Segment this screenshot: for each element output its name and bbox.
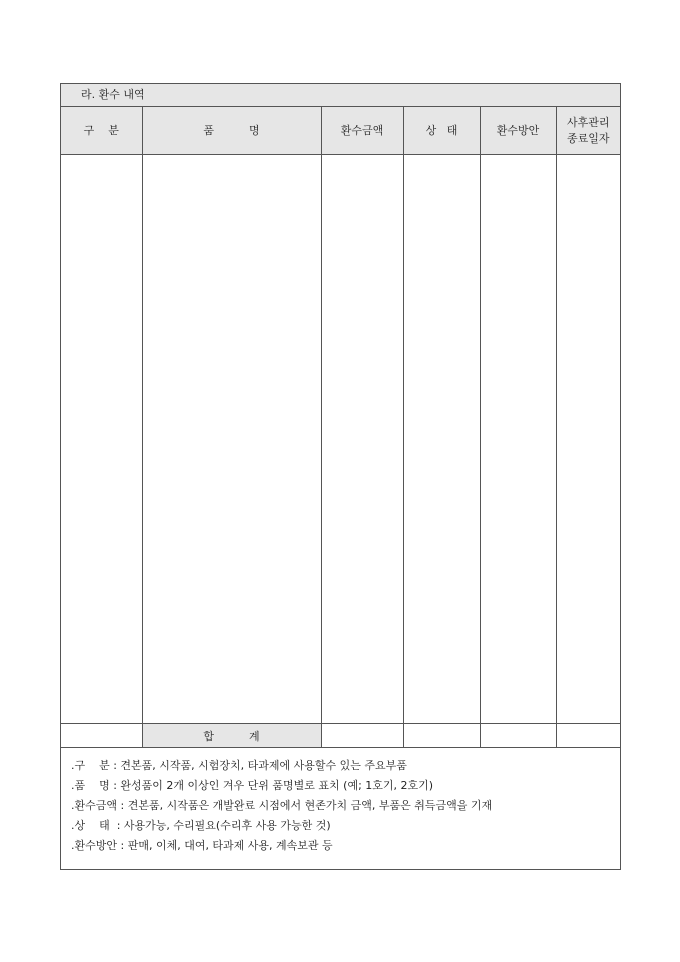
header-end-date-line2: 종료일자 xyxy=(566,131,610,145)
header-item: 품 명 xyxy=(142,107,321,155)
total-method-cell xyxy=(480,724,556,748)
note-amount: .환수금액 : 견본품, 시작품은 개발완료 시점에서 현존가치 금액, 부품은 취득금액을 기재 xyxy=(71,799,493,812)
total-end-date-cell xyxy=(556,724,620,748)
cell-amount xyxy=(321,155,403,724)
header-method: 환수방안 xyxy=(480,107,556,155)
total-status-cell xyxy=(403,724,480,748)
note-method: .환수방안 : 판매, 이체, 대여, 타과제 사용, 계속보관 등 xyxy=(71,839,333,852)
table-header-row xyxy=(61,107,620,155)
note-item: .품 명 : 완성품이 2개 이상인 겨우 단위 품명별로 표치 (예; 1호기, 2호기) xyxy=(71,779,434,792)
header-end-date-line1: 사후관리 xyxy=(566,115,610,129)
notes xyxy=(61,748,620,856)
cell-item xyxy=(142,155,321,724)
note-category: .구 분 : 견본품, 시작품, 시험장치, 타과제에 사용할수 있는 주요부품 xyxy=(71,759,407,772)
cell-method xyxy=(480,155,556,724)
refund-details-form xyxy=(60,83,621,870)
note-status: .상 태 : 사용가능, 수리필요(수리후 사용 가능한 것) xyxy=(71,819,331,832)
cell-status xyxy=(403,155,480,724)
table-body-row xyxy=(61,155,620,724)
header-category: 구 분 xyxy=(61,107,142,155)
header-end-date xyxy=(556,107,620,155)
cell-category xyxy=(61,155,142,724)
section-title: 라. 환수 내역 xyxy=(61,84,620,107)
refund-table xyxy=(61,107,620,748)
total-label: 합 계 xyxy=(142,724,321,748)
table-total-row xyxy=(61,724,620,748)
total-blank-cell xyxy=(61,724,142,748)
cell-end-date xyxy=(556,155,620,724)
header-amount: 환수금액 xyxy=(321,107,403,155)
header-status: 상 태 xyxy=(403,107,480,155)
total-amount-cell xyxy=(321,724,403,748)
